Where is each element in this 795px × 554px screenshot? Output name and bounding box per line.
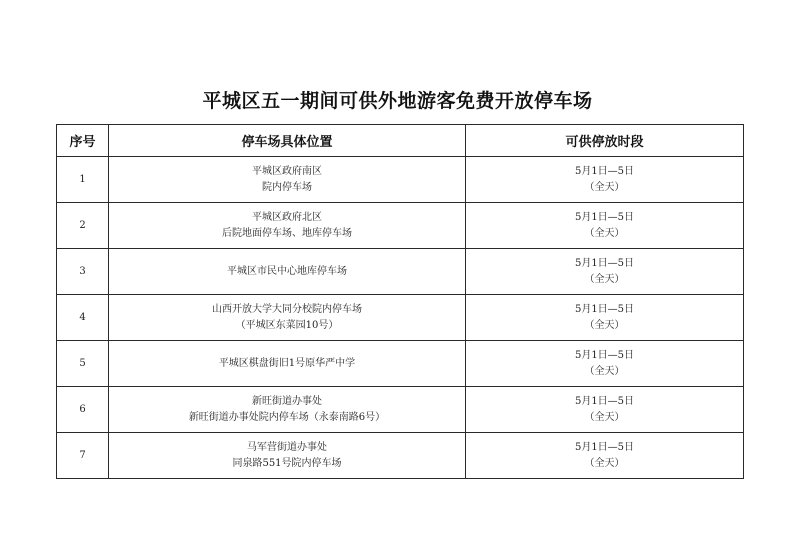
table-row	[57, 203, 744, 249]
row-number: 1	[57, 157, 109, 203]
row-number: 3	[57, 249, 109, 295]
location-line: 新旺街道办事处院内停车场（永泰南路6号）	[188, 411, 386, 423]
page-title: 平城区五一期间可供外地游客免费开放停车场	[202, 90, 593, 112]
row-time	[466, 387, 744, 433]
time-note: （全天）	[584, 319, 625, 331]
row-time	[466, 157, 744, 203]
time-range: 5月1日—5日	[574, 257, 635, 269]
location-line: 平城区政府北区	[252, 211, 322, 223]
time-note: （全天）	[584, 365, 625, 377]
table-row	[57, 249, 744, 295]
time-range: 5月1日—5日	[574, 395, 635, 407]
row-number: 6	[57, 387, 109, 433]
time-range: 5月1日—5日	[574, 303, 635, 315]
row-location	[109, 387, 466, 433]
location-line: 平城区棋盘街旧1号原华严中学	[218, 357, 356, 369]
time-note: （全天）	[584, 457, 625, 469]
parking-table	[56, 124, 744, 479]
row-number: 4	[57, 295, 109, 341]
row-location	[109, 295, 466, 341]
header-number: 序号	[57, 125, 109, 157]
location-line: 平城区市民中心地库停车场	[227, 265, 347, 277]
time-range: 5月1日—5日	[574, 441, 635, 453]
row-location	[109, 157, 466, 203]
table-row	[57, 295, 744, 341]
row-location	[109, 433, 466, 479]
row-time	[466, 249, 744, 295]
table-row	[57, 341, 744, 387]
row-time	[466, 341, 744, 387]
time-note: （全天）	[584, 273, 625, 285]
location-line: 山西开放大学大同分校院内停车场	[212, 303, 362, 315]
location-line: 平城区政府南区	[252, 165, 322, 177]
header-location: 停车场具体位置	[109, 125, 466, 157]
time-note: （全天）	[584, 411, 625, 423]
location-line: （平城区东菜园10号）	[235, 319, 339, 331]
table-row	[57, 387, 744, 433]
time-note: （全天）	[584, 181, 625, 193]
row-number: 7	[57, 433, 109, 479]
row-location	[109, 203, 466, 249]
table-row	[57, 433, 744, 479]
time-note: （全天）	[584, 227, 625, 239]
table-row	[57, 157, 744, 203]
row-number: 2	[57, 203, 109, 249]
row-location	[109, 249, 466, 295]
time-range: 5月1日—5日	[574, 349, 635, 361]
row-number: 5	[57, 341, 109, 387]
time-range: 5月1日—5日	[574, 211, 635, 223]
row-time	[466, 203, 744, 249]
table-header-row	[57, 125, 744, 157]
row-time	[466, 433, 744, 479]
row-time	[466, 295, 744, 341]
location-line: 马军营街道办事处	[247, 441, 327, 453]
location-line: 院内停车场	[262, 181, 312, 193]
location-line: 同泉路551号院内停车场	[232, 457, 342, 469]
row-location	[109, 341, 466, 387]
time-range: 5月1日—5日	[574, 165, 635, 177]
location-line: 后院地面停车场、地库停车场	[222, 227, 352, 239]
header-time: 可供停放时段	[466, 125, 744, 157]
location-line: 新旺街道办事处	[252, 395, 322, 407]
